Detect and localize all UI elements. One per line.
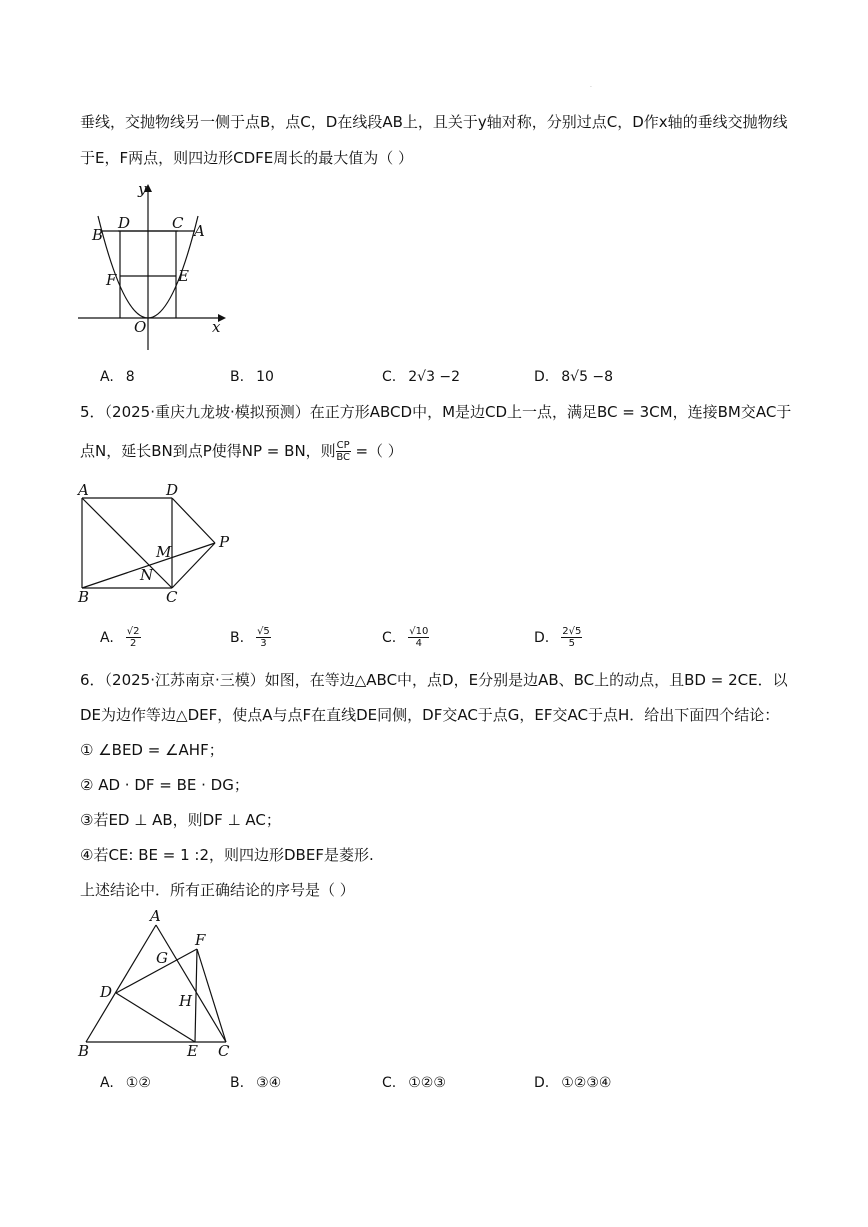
q6-text-line1: 6．（2025·江苏南京·三模）如图，在等边△ABC中，点D，E分别是边AB、BC上的动点，且BD = 2CE．以: [80, 671, 788, 689]
q5-option-c: C. $\frac{√10}{4}$: [382, 626, 429, 649]
fig5-label-D: D: [166, 481, 179, 499]
q6-text-line2: DE为边作等边△DEF，使点A与点F在直线DE同侧，DF交AC于点G，EF交AC于点H．给出下面四个结论：: [80, 706, 780, 724]
q6-triangle-figure: [74, 905, 244, 1060]
q4-option-b: B. 10: [230, 369, 274, 385]
q6-conclusion-3: ③若ED ⊥ AB，则DF ⊥ AC；: [80, 811, 281, 829]
q5-text-line2: 点N，延长BN到点P使得NP = BN，则 $\frac{CP}{BC}$ =（ ）: [80, 440, 403, 463]
q6-option-d: D. ①②③④: [534, 1075, 612, 1091]
fig6-label-A: A: [150, 907, 161, 925]
fig4-label-x: x: [212, 318, 221, 336]
q4-text-line2: 于E，F两点，则四边形CDFE周长的最大值为（ ）: [80, 149, 414, 167]
q6-conclusion-2: ② AD · DF = BE · DG；: [80, 776, 249, 794]
fig4-label-D: D: [118, 214, 131, 232]
q6-prompt: 上述结论中．所有正确结论的序号是（ ）: [80, 881, 355, 899]
fig6-label-B: B: [78, 1042, 90, 1060]
q4-option-a: A. 8: [100, 369, 135, 385]
fig4-label-E: E: [178, 267, 189, 285]
fig4-label-y: y: [138, 180, 147, 198]
q5-ratio-fraction: $\frac{CP}{BC}$: [336, 440, 351, 463]
q5-square-figure: [74, 478, 244, 608]
q4-option-d: D. 8√5 −8: [534, 369, 614, 385]
fig6-label-E: E: [187, 1042, 198, 1060]
q5-option-d: D. $\frac{2√5}{5}$: [534, 626, 582, 649]
q5-option-b: B. $\frac{√5}{3}$: [230, 626, 270, 649]
q6-option-b: B. ③④: [230, 1075, 282, 1091]
fig4-label-F: F: [106, 271, 117, 289]
fig5-label-A: A: [78, 481, 89, 499]
fig6-label-G: G: [156, 949, 168, 967]
scan-dot: .: [590, 82, 592, 89]
fig6-label-C: C: [218, 1042, 230, 1060]
fig4-label-C: C: [172, 214, 184, 232]
fig6-label-D: D: [100, 983, 113, 1001]
fig6-label-F: F: [195, 931, 206, 949]
fig5-label-N: N: [140, 566, 154, 584]
fig5-label-C: C: [166, 588, 178, 606]
fig5-label-M: M: [156, 543, 172, 561]
fig4-label-A: A: [194, 222, 205, 240]
q4-option-c: C. 2√3 −2: [382, 369, 461, 385]
q5-text-line1: 5．（2025·重庆九龙坡·模拟预测）在正方形ABCD中，M是边CD上一点，满足BC = 3CM，连接BM交AC于: [80, 403, 792, 421]
q4-text-line1: 垂线，交抛物线另一侧于点B，点C，D在线段AB上，且关于y轴对称，分别过点C，D作x轴的垂线交抛物线: [80, 113, 788, 131]
fig5-label-P: P: [219, 533, 230, 551]
q6-conclusion-1: ① ∠BED = ∠AHF；: [80, 741, 224, 759]
q6-conclusion-4: ④若CE: BE = 1 :2，则四边形DBEF是菱形.: [80, 846, 374, 864]
fig4-label-B: B: [92, 226, 104, 244]
fig4-label-O: O: [134, 318, 147, 336]
q4-parabola-figure: [70, 180, 230, 355]
q6-option-a: A. ①②: [100, 1075, 151, 1091]
fig6-label-H: H: [179, 992, 193, 1010]
q5-option-a: A. $\frac{√2}{2}$: [100, 626, 140, 649]
q6-option-c: C. ①②③: [382, 1075, 446, 1091]
fig5-label-B: B: [78, 588, 90, 606]
